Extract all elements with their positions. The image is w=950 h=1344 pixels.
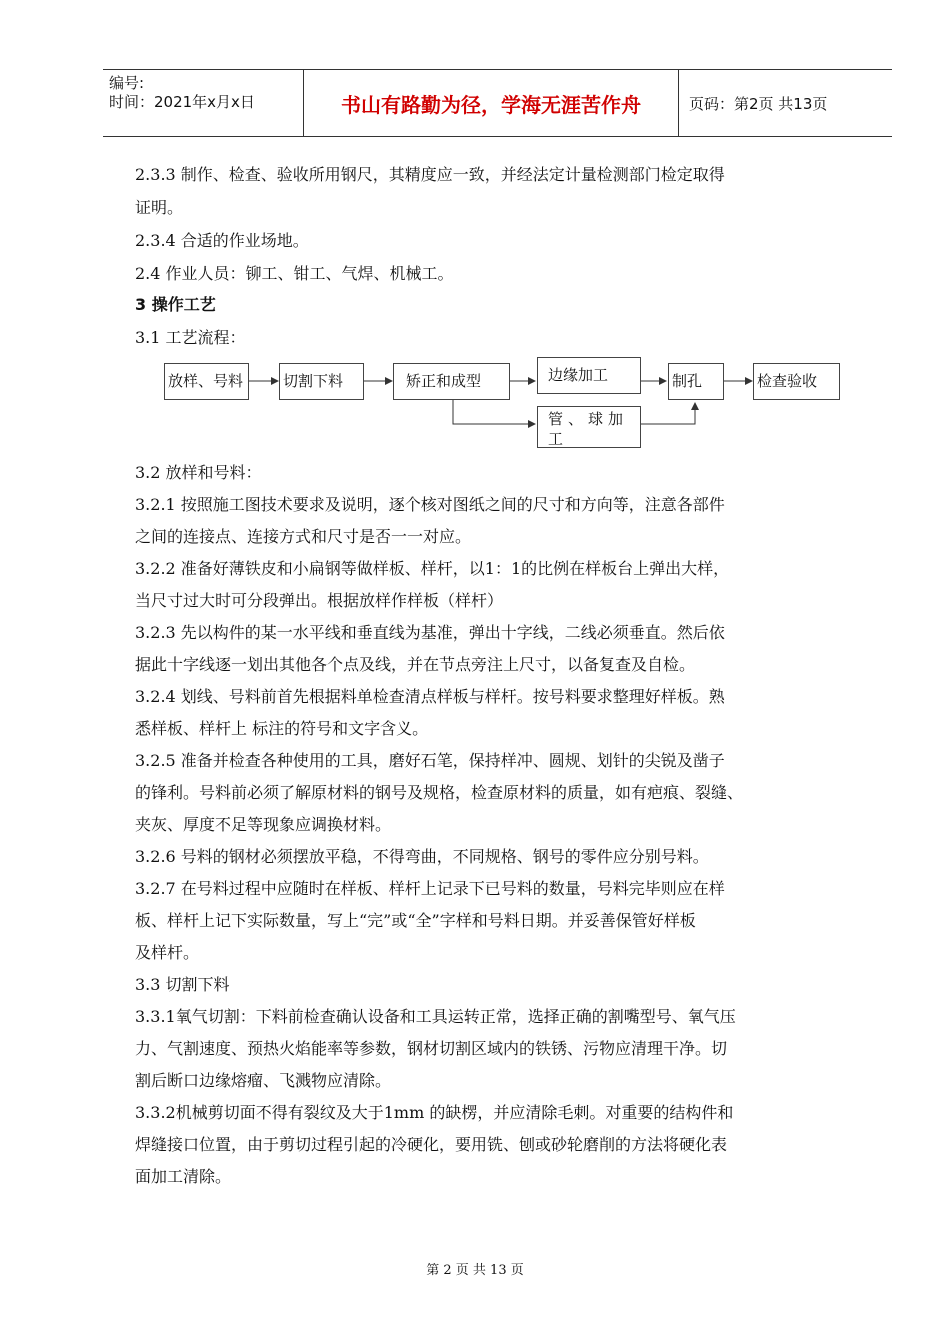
text-line: 3.2.7 在号料过程中应随时在样板、样杆上记录下已号料的数量，号料完毕则应在样: [135, 879, 725, 898]
page-info: 页码：第2页 共13页: [689, 94, 828, 113]
text-line: 3.2.1 按照施工图技术要求及说明，逐个核对图纸之间的尺寸和方向等，注意各部件: [135, 495, 725, 514]
flow-step-drilling: [668, 363, 724, 400]
flow-step-straightening: [393, 363, 510, 400]
flow-step-label: 放样、号料: [168, 372, 244, 390]
flow-step-label: 边缘加工: [548, 366, 609, 384]
text-line: 3.3 切割下料: [135, 975, 230, 994]
text-line: 割后断口边缘熔瘤、飞溅物应清除。: [135, 1071, 392, 1090]
flow-step-layout: [164, 363, 249, 400]
flow-step-inspection: [753, 363, 840, 400]
text-line: 当尺寸过大时可分段弹出。根据放样作样板（样杆）: [135, 591, 504, 610]
text-line: 3.2.6 号料的钢材必须摆放平稳，不得弯曲，不同规格、钢号的零件应分别号料。: [135, 847, 709, 866]
text-line: 3.3.1氧气切割：下料前检查确认设备和工具运转正常，选择正确的割嘴型号、氧气压: [135, 1007, 736, 1026]
text-line: 3.2.5 准备并检查各种使用的工具，磨好石笔，保持样冲、圆规、划针的尖锐及凿子: [135, 751, 725, 770]
page-footer: 第 2 页 共 13 页: [426, 1263, 524, 1278]
flow-step-edge-machining: [537, 357, 641, 394]
text-line: 面加工清除。: [135, 1167, 232, 1186]
text-line: 板、样杆上记下实际数量，写上“完”或“全”字样和号料日期。并妥善保管好样板: [135, 911, 696, 930]
text-line: 2.3.3 制作、检查、验收所用钢尺，其精度应一致，并经法定计量检测部门检定取得: [135, 165, 725, 184]
flow-step-label: 矫正和成型: [406, 372, 482, 390]
header-motto: 书山有路勤为径，学海无涯苦作舟: [341, 92, 641, 117]
flow-step-label: 制孔: [672, 372, 703, 390]
text-line: 的锋利。号料前必须了解原材料的钢号及规格，检查原材料的质量，如有疤痕、裂缝、: [135, 783, 744, 802]
text-line: 及样杆。: [135, 943, 200, 962]
text-line: 3.3.2机械剪切面不得有裂纹及大于1mm 的缺楞，并应清除毛刺。对重要的结构件和: [135, 1103, 734, 1122]
text-line: 悉样板、样杆上 标注的符号和文字含义。: [135, 719, 429, 738]
flow-step-label: 检查验收: [757, 372, 818, 390]
section-heading: 3 操作工艺: [135, 295, 216, 314]
text-line: 证明。: [135, 198, 184, 217]
text-line: 3.2 放样和号料：: [135, 463, 262, 482]
flow-step-pipe-ball: [537, 406, 641, 448]
flow-step-cutting: [279, 363, 364, 400]
text-line: 夹灰、厚度不足等现象应调换材料。: [135, 815, 392, 834]
flow-step-label: 管、球加工: [548, 410, 629, 448]
text-line: 3.2.4 划线、号料前首先根据料单检查清点样板与样杆。按号料要求整理好样板。熟: [135, 687, 725, 706]
text-line: 2.3.4 合适的作业场地。: [135, 231, 309, 250]
text-line: 3.2.3 先以构件的某一水平线和垂直线为基准，弹出十字线，二线必须垂直。然后依: [135, 623, 725, 642]
text-line: 焊缝接口位置，由于剪切过程引起的冷硬化，要用铣、刨或砂轮磨削的方法将硬化表: [135, 1135, 728, 1154]
text-line: 3.1 工艺流程：: [135, 328, 246, 347]
flow-step-label: 切割下料: [283, 372, 344, 390]
time-label: 时间：2021年x月x日: [109, 93, 255, 111]
text-line: 之间的连接点、连接方式和尺寸是否一一对应。: [135, 527, 472, 546]
number-label: 编号:: [109, 74, 145, 92]
text-line: 据此十字线逐一划出其他各个点及线，并在节点旁注上尺寸，以备复查及自检。: [135, 655, 696, 674]
text-line: 力、气割速度、预热火焰能率等参数，钢材切割区域内的铁锈、污物应清理干净。切: [135, 1039, 728, 1058]
text-line: 2.4 作业人员：铆工、钳工、气焊、机械工。: [135, 264, 454, 283]
text-line: 3.2.2 准备好薄铁皮和小扁钢等做样板、样杆，以1：1的比例在样板台上弹出大样，: [135, 559, 730, 578]
